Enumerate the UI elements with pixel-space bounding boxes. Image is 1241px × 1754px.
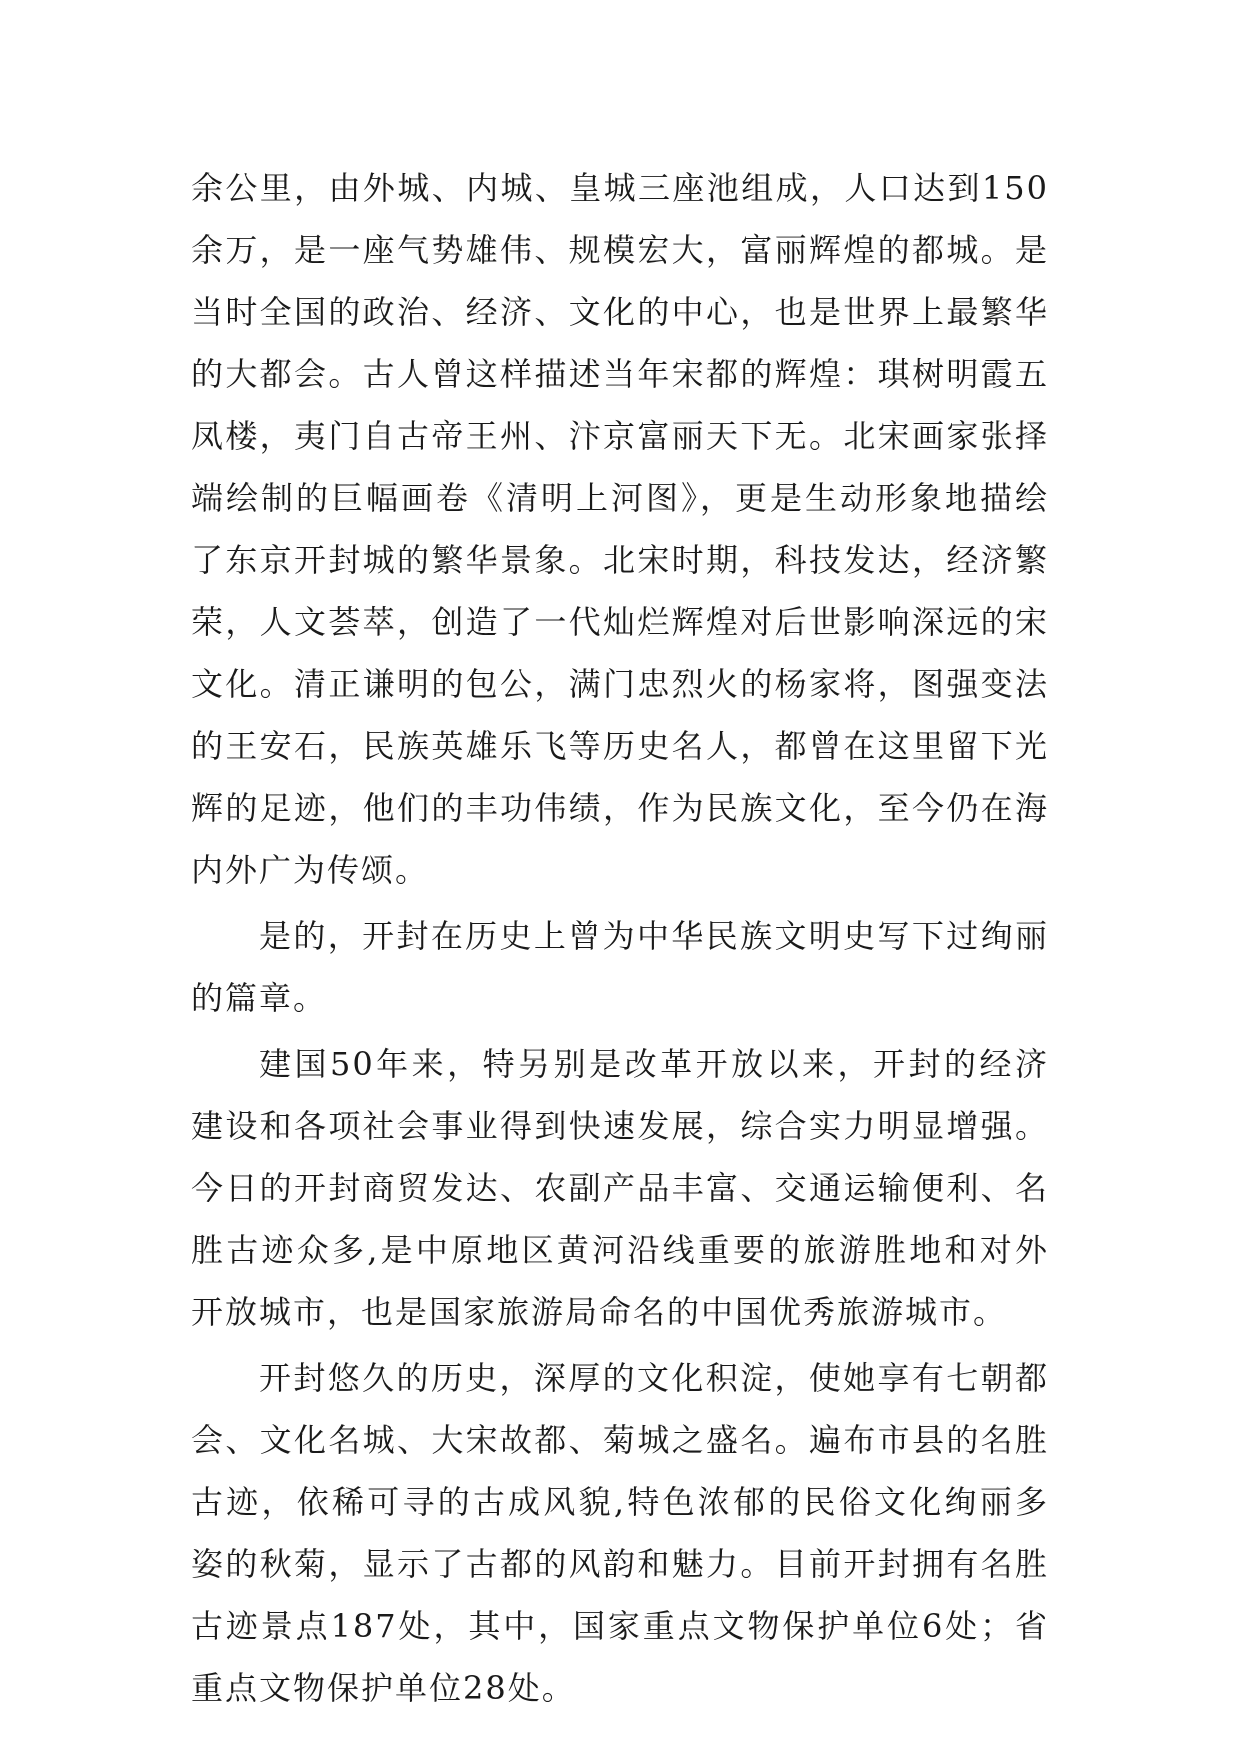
paragraph-modern-development: 建国50年来，特另别是改革开放以来，开封的经济建设和各项社会事业得到快速发展，综合实力明显增强。今日的开封商贸发达、农副产品丰富、交通运输便利、名胜古迹众多,是中原地区黄河沿线重要的旅游胜地和对外开放城市，也是国家旅游局命名的中国优秀旅游城市。 bbox=[191, 1045, 1049, 1331]
paragraph-historical-chapter: 是的，开封在历史上曾为中华民族文明史写下过绚丽的篇章。 bbox=[191, 917, 1049, 1017]
paragraph-cultural-heritage: 开封悠久的历史，深厚的文化积淀，使她享有七朝都会、文化名城、大宋故都、菊城之盛名。遍布市县的名胜古迹，依稀可寻的古成风貌,特色浓郁的民俗文化绚丽多姿的秋菊，显示了古都的风韵和魅力。目前开封拥有名胜古迹景点187处，其中，国家重点文物保护单位6处；省重点文物保护单位28处。 bbox=[191, 1359, 1049, 1707]
paragraph-kaifeng-song-capital: 余公里，由外城、内城、皇城三座池组成，人口达到150余万，是一座气势雄伟、规模宏大，富丽辉煌的都城。是当时全国的政治、经济、文化的中心，也是世界上最繁华的大都会。古人曾这样描述当年宋都的辉煌：琪树明霞五凤楼，夷门自古帝王州、汴京富丽天下无。北宋画家张择端绘制的巨幅画卷《清明上河图》，更是生动形象地描绘了东京开封城的繁华景象。北宋时期，科技发达，经济繁荣，人文荟萃，创造了一代灿烂辉煌对后世影响深远的宋文化。清正谦明的包公，满门忠烈火的杨家将，图强变法的王安石，民族英雄乐飞等历史名人，都曾在这里留下光辉的足迹，他们的丰功伟绩，作为民族文化，至今仍在海内外广为传颂。 bbox=[191, 169, 1049, 889]
document-body bbox=[191, 157, 1049, 1719]
